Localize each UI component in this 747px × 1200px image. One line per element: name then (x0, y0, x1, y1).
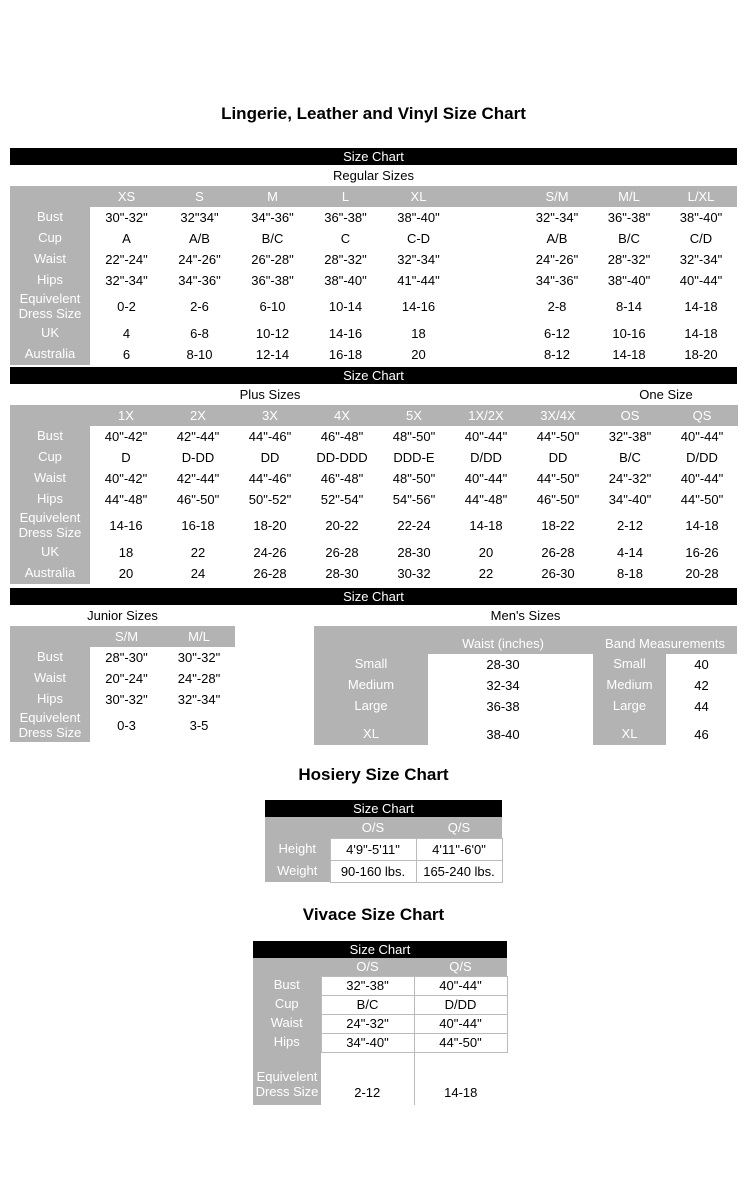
size-chart-banner-hosiery (265, 800, 502, 817)
size-cell: 14-18 (414, 1052, 507, 1105)
row-label: UK (10, 323, 90, 344)
size-cell: 34"-40" (321, 1033, 414, 1052)
band-row-label: Medium (593, 675, 666, 696)
hosiery-table (265, 817, 503, 883)
size-cell: 165-240 lbs. (416, 860, 502, 882)
row-label: Bust (253, 976, 321, 995)
size-cell: 32"-34" (105, 273, 148, 288)
size-cell: 34"-36" (178, 273, 221, 288)
size-cell: 8-12 (543, 346, 571, 362)
column-header: 1X (90, 405, 162, 426)
size-cell: 32"-34" (397, 252, 440, 267)
size-cell: 26-28 (541, 544, 575, 560)
table-row (10, 647, 235, 668)
row-label: Waist (10, 468, 90, 489)
row-label: Waist (10, 668, 90, 689)
table-row (10, 668, 235, 689)
table-row (314, 717, 737, 745)
size-cell: 30"-32" (177, 649, 221, 665)
size-cell: 46"-48" (320, 470, 364, 486)
size-cell: 18-20 (684, 346, 718, 362)
size-cell: B/C (321, 995, 414, 1014)
size-cell: 20 (118, 565, 134, 581)
size-cell: 34"-36" (251, 210, 294, 225)
size-cell: 42"-44" (176, 428, 220, 444)
size-cell: 36"-38" (251, 273, 294, 288)
gap-cell (455, 344, 521, 365)
gap-cell (578, 696, 593, 717)
table-row (10, 426, 738, 447)
size-cell: 3-5 (189, 718, 209, 734)
plus-header-row (10, 405, 738, 426)
size-cell: 22 (478, 565, 494, 581)
mens-rows (314, 654, 737, 745)
size-cell: 10-16 (612, 325, 646, 341)
size-cell: 24"-32" (608, 470, 652, 486)
size-chart-banner-plus (10, 367, 737, 384)
size-cell: B/C (619, 449, 641, 465)
band-row-label: XL (593, 717, 666, 745)
gap-cell (578, 654, 593, 675)
size-cell: 6-10 (259, 299, 286, 315)
size-cell: 18-20 (253, 518, 287, 534)
vivace-table (253, 958, 508, 1105)
size-cell: 32"-38" (321, 976, 414, 995)
size-cell: 4-14 (616, 544, 644, 560)
regular-rows (10, 207, 737, 365)
size-cell: 26-28 (253, 565, 287, 581)
waist-cell: 38-40 (486, 726, 520, 742)
column-header: S/M (90, 626, 163, 647)
plus-sizes-table (10, 384, 738, 584)
row-label: Bust (10, 426, 90, 447)
table-row (253, 976, 507, 995)
row-label: Cup (10, 228, 90, 249)
size-cell: 46"-48" (320, 428, 364, 444)
table-row (10, 563, 738, 584)
size-cell: 6-12 (543, 325, 571, 341)
size-cell: DDD-E (393, 449, 435, 465)
size-cell: 2-8 (547, 299, 567, 315)
column-header: 4X (306, 405, 378, 426)
size-cell: 50"-52" (248, 491, 292, 507)
vivace-title: Vivace Size Chart (302, 904, 445, 924)
size-cell: 6 (122, 346, 131, 362)
size-cell: 22"-24" (105, 252, 148, 267)
junior-sizes-table (10, 626, 235, 742)
size-cell: B/C (261, 231, 284, 246)
column-header: O/S (330, 817, 416, 839)
size-cell: 28-30 (397, 544, 431, 560)
size-cell: A (122, 231, 131, 246)
junior-mens-titles (0, 605, 747, 626)
band-cell: 46 (694, 726, 709, 742)
table-row (253, 995, 507, 1014)
size-cell: 4'11"-6'0" (416, 838, 502, 860)
size-cell: D/DD (470, 449, 502, 465)
table-row (10, 228, 737, 249)
row-label: Equivelent Dress Size (10, 510, 90, 542)
section-title: One Size (594, 384, 738, 405)
row-label: Hips (253, 1033, 321, 1052)
size-cell: 0-3 (117, 718, 136, 734)
size-cell: 44"-46" (248, 428, 292, 444)
band-row-label: Small (593, 654, 666, 675)
regular-header-row (10, 186, 737, 207)
size-cell: 0-2 (117, 299, 136, 315)
row-label: UK (10, 542, 90, 563)
table-row (10, 710, 235, 742)
corner-cell (253, 958, 321, 977)
row-label: Small (314, 654, 428, 675)
size-cell: 4'9"-5'11" (330, 838, 416, 860)
size-cell: 40"-44" (680, 470, 724, 486)
size-cell: 18 (118, 544, 134, 560)
row-label: Equivelent Dress Size (10, 710, 90, 742)
size-cell: 44"-50" (680, 491, 724, 507)
vivace-header-row (253, 958, 507, 977)
size-cell: 20"-24" (105, 670, 148, 686)
plus-rows (10, 426, 738, 584)
table-row (314, 654, 737, 675)
table-row (10, 468, 738, 489)
row-label: Bust (10, 207, 90, 228)
column-header: 3X (234, 405, 306, 426)
column-header: M/L (593, 186, 665, 207)
size-cell: 24"-26" (535, 252, 579, 267)
column-header: S/M (521, 186, 593, 207)
column-header: L (309, 186, 382, 207)
column-header: 3X/4X (522, 405, 594, 426)
size-cell: 20 (478, 544, 494, 560)
table-row (265, 838, 502, 860)
vivace-rows (253, 976, 507, 1052)
gap-cell (578, 717, 593, 745)
gap-cell (455, 207, 521, 228)
row-label: Cup (10, 447, 90, 468)
size-cell: 18-22 (541, 518, 575, 534)
size-cell: D-DD (181, 449, 215, 465)
corner-cell (265, 817, 330, 839)
gap-cell (455, 249, 521, 270)
mens-sizes-table (314, 626, 737, 745)
size-cell: DD (260, 449, 280, 465)
size-cell: 44"-48" (104, 491, 148, 507)
column-header: Q/S (414, 958, 507, 977)
row-label: Large (314, 696, 428, 717)
size-cell: 48"-50" (392, 428, 436, 444)
table-row (10, 689, 235, 710)
size-cell: 24"-26" (178, 252, 221, 267)
mens-section-title: Men's Sizes (490, 607, 561, 623)
spacer-cell (450, 384, 594, 405)
table-row (10, 510, 738, 542)
size-cell: 40"-42" (104, 470, 148, 486)
table-row (10, 207, 737, 228)
size-cell: 24 (190, 565, 206, 581)
column-header: Q/S (416, 817, 502, 839)
size-cell: 4 (122, 325, 131, 341)
size-cell: 32"-34" (679, 252, 723, 267)
size-cell: 8-10 (186, 346, 213, 362)
size-cell: 2-6 (190, 299, 209, 315)
row-label: Equivelent Dress Size (253, 1052, 321, 1105)
size-cell: 30"-32" (105, 210, 148, 225)
size-cell: 40"-42" (104, 428, 148, 444)
table-row (10, 344, 737, 365)
size-cell: 52"-54" (320, 491, 364, 507)
size-cell: 46"-50" (176, 491, 220, 507)
size-cell: 14-16 (109, 518, 143, 534)
size-cell: 26-30 (541, 565, 575, 581)
size-cell: 40"-44" (680, 428, 724, 444)
junior-header-row (10, 626, 235, 647)
size-cell: A/B (189, 231, 210, 246)
row-label: Hips (10, 689, 90, 710)
size-cell: 28"-32" (324, 252, 367, 267)
size-cell: 40"-44" (414, 976, 507, 995)
corner-cell (10, 626, 90, 647)
row-label: Waist (10, 249, 90, 270)
gap-cell (578, 626, 593, 654)
corner-cell (314, 626, 428, 654)
table-row (10, 291, 737, 323)
size-cell: 38"-40" (324, 273, 367, 288)
size-cell: 38"-40" (679, 210, 723, 225)
size-cell: 32"34" (180, 210, 219, 225)
row-label: Weight (265, 860, 330, 882)
plus-section-title-row (10, 384, 738, 405)
size-cell: 20-22 (325, 518, 359, 534)
size-cell: D/DD (686, 449, 718, 465)
size-cell: 28"-32" (607, 252, 651, 267)
size-cell: 44"-50" (536, 428, 580, 444)
size-cell: 2-12 (321, 1052, 414, 1105)
size-cell: 44"-50" (536, 470, 580, 486)
corner-cell (10, 186, 90, 207)
size-cell: 14-18 (685, 518, 719, 534)
column-header: 5X (378, 405, 450, 426)
row-label: Equivelent Dress Size (10, 291, 90, 323)
table-row (10, 489, 738, 510)
size-cell: 26-28 (325, 544, 359, 560)
size-cell: DD (548, 449, 568, 465)
size-cell: 16-18 (328, 346, 363, 362)
gap-cell (455, 228, 521, 249)
table-row (253, 1014, 507, 1033)
waist-cell: 36-38 (486, 698, 520, 714)
banner-label: Size Chart (343, 149, 404, 164)
size-chart-banner-junior-mens (10, 588, 737, 605)
banner-label: Size Chart (343, 588, 404, 604)
size-cell: 36"-38" (324, 210, 367, 225)
table-row (10, 542, 738, 563)
junior-rows (10, 647, 235, 742)
column-header: M (236, 186, 309, 207)
column-header: S (163, 186, 236, 207)
corner-cell (10, 405, 90, 426)
gap-cell (578, 675, 593, 696)
row-label: Bust (10, 647, 90, 668)
size-cell: 30"-32" (105, 691, 148, 707)
size-cell: 24"-28" (177, 670, 221, 686)
hosiery-header-row (265, 817, 502, 839)
table-row (10, 270, 737, 291)
banner-label: Size Chart (349, 941, 411, 957)
size-cell: D (121, 449, 131, 465)
size-cell: 34"-36" (535, 273, 579, 288)
column-header: O/S (321, 958, 414, 977)
size-cell: 38"-40" (607, 273, 651, 288)
size-cell: 40"-44" (414, 1014, 507, 1033)
size-cell: 10-12 (255, 325, 290, 341)
table-row (10, 323, 737, 344)
column-header: XS (90, 186, 163, 207)
table-row (10, 447, 738, 468)
column-header: OS (594, 405, 666, 426)
column-header: M/L (163, 626, 235, 647)
size-cell: C (340, 231, 351, 246)
waist-column-header: Waist (inches) (428, 626, 578, 654)
size-cell: 42"-44" (176, 470, 220, 486)
hosiery-rows (265, 838, 502, 882)
size-cell: 44"-50" (414, 1033, 507, 1052)
size-cell: 46"-50" (536, 491, 580, 507)
size-cell: 12-14 (255, 346, 290, 362)
band-cell: 42 (694, 677, 709, 693)
band-column-header: Band Measurements (593, 626, 737, 654)
gap-cell (455, 291, 521, 323)
size-cell: 14-18 (684, 325, 718, 341)
column-header: 2X (162, 405, 234, 426)
row-label: Hips (10, 270, 90, 291)
size-cell: 22 (190, 544, 206, 560)
size-cell: 14-18 (684, 299, 718, 315)
row-label: Waist (253, 1014, 321, 1033)
size-cell: 44"-46" (248, 470, 292, 486)
size-cell: 14-16 (328, 325, 363, 341)
size-chart-banner-regular (10, 148, 737, 165)
waist-cell: 32-34 (486, 677, 520, 693)
size-cell: 18 (411, 325, 426, 341)
regular-section-title-row (10, 165, 737, 186)
mens-header-row (314, 626, 737, 654)
size-cell: 10-14 (328, 299, 363, 315)
row-label: Medium (314, 675, 428, 696)
row-label: Australia (10, 344, 90, 365)
band-cell: 40 (694, 656, 709, 672)
row-label: Height (265, 838, 330, 860)
banner-label: Size Chart (353, 800, 414, 816)
size-cell: 34"-40" (608, 491, 652, 507)
size-cell: 28-30 (325, 565, 359, 581)
size-cell: 14-18 (469, 518, 503, 534)
size-cell: C/D (689, 231, 713, 246)
size-cell: 54"-56" (392, 491, 436, 507)
row-label: Cup (253, 995, 321, 1014)
table-row (253, 1033, 507, 1052)
size-cell: 32"-38" (608, 428, 652, 444)
row-label: Australia (10, 563, 90, 584)
size-cell: 20 (411, 346, 426, 362)
size-cell: 44"-48" (464, 491, 508, 507)
size-cell: 40"-44" (464, 428, 508, 444)
size-cell: 16-26 (685, 544, 719, 560)
size-cell: 90-160 lbs. (330, 860, 416, 882)
size-cell: 14-16 (401, 299, 436, 315)
page-title: Lingerie, Leather and Vinyl Size Chart (221, 104, 526, 123)
gap-cell (455, 270, 521, 291)
size-cell: 8-14 (615, 299, 643, 315)
size-cell: D/DD (414, 995, 507, 1014)
spacer-cell (10, 384, 90, 405)
size-cell: 48"-50" (392, 470, 436, 486)
size-cell: 26"-28" (251, 252, 294, 267)
column-header: XL (382, 186, 455, 207)
size-cell: 2-12 (616, 518, 644, 534)
column-header: QS (666, 405, 738, 426)
size-cell: 28"-30" (105, 649, 148, 665)
size-cell: 14-18 (612, 346, 646, 362)
size-cell: 24"-32" (321, 1014, 414, 1033)
table-row (314, 675, 737, 696)
gap-cell (455, 323, 521, 344)
column-header: L/XL (665, 186, 737, 207)
regular-sizes-table (10, 165, 737, 365)
size-cell: 20-28 (685, 565, 719, 581)
size-cell: 36"-38" (607, 210, 651, 225)
size-cell: DD-DDD (316, 449, 368, 465)
table-row (265, 860, 502, 882)
band-row-label: Large (593, 696, 666, 717)
banner-label: Size Chart (343, 367, 404, 383)
size-cell: 22-24 (397, 518, 431, 534)
table-row (10, 249, 737, 270)
vivace-equiv-row (253, 1052, 507, 1105)
size-chart-banner-vivace (253, 941, 507, 958)
column-header: 1X/2X (450, 405, 522, 426)
table-row (314, 696, 737, 717)
junior-section-title: Junior Sizes (87, 607, 158, 623)
size-cell: B/C (618, 231, 640, 246)
size-cell: 8-18 (616, 565, 644, 581)
size-cell: 6-8 (190, 325, 209, 341)
size-cell: C-D (406, 231, 431, 246)
waist-cell: 28-30 (486, 656, 520, 672)
size-cell: 32"-34" (177, 691, 221, 707)
size-cell: 38"-40" (397, 210, 440, 225)
junior-mens-row (0, 626, 747, 745)
size-cell: 32"-34" (535, 210, 579, 225)
size-cell: 40"-44" (464, 470, 508, 486)
size-cell: 30-32 (397, 565, 431, 581)
gap-cell (455, 186, 521, 207)
row-label: Hips (10, 489, 90, 510)
size-cell: 16-18 (181, 518, 215, 534)
row-label: XL (314, 717, 428, 745)
size-cell: 40"-44" (679, 273, 723, 288)
section-title: Regular Sizes (10, 165, 737, 186)
size-cell: A/B (546, 231, 568, 246)
size-cell: 41"-44" (397, 273, 440, 288)
hosiery-title: Hosiery Size Chart (298, 764, 449, 784)
section-title: Plus Sizes (90, 384, 450, 405)
band-cell: 44 (694, 698, 709, 714)
size-cell: 24-26 (253, 544, 287, 560)
